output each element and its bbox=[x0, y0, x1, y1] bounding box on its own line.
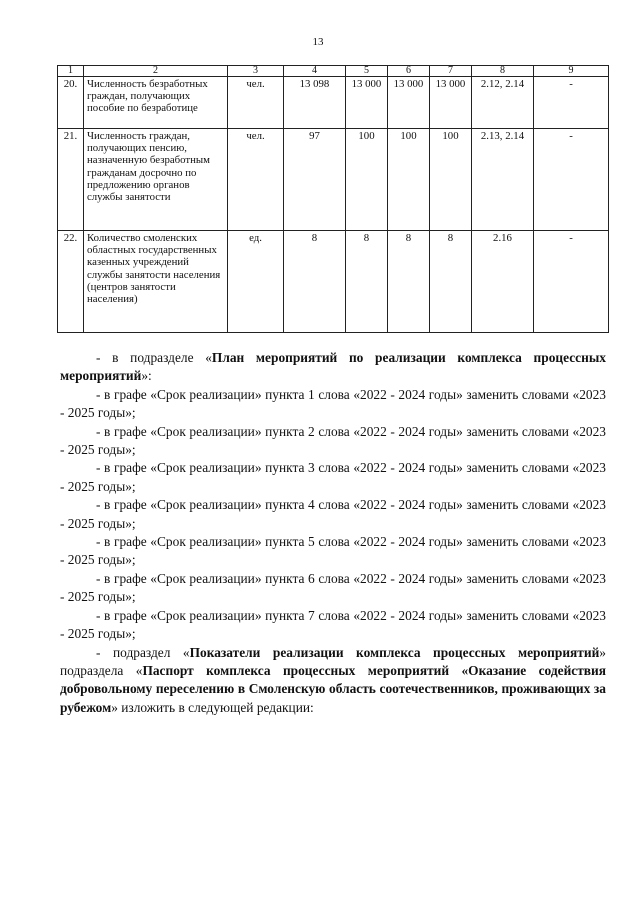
note-cell: - bbox=[534, 231, 609, 333]
note-cell: - bbox=[534, 129, 609, 231]
subsection-title: План мероприятий по реализации комплекса процессных мероприятий bbox=[60, 350, 606, 384]
page-number: 13 bbox=[312, 36, 324, 48]
value-cell: 100 bbox=[430, 129, 472, 231]
value-cell: 100 bbox=[346, 129, 388, 231]
document-body bbox=[60, 349, 606, 717]
column-header: 3 bbox=[228, 66, 284, 77]
value-cell: 97 bbox=[284, 129, 346, 231]
amendment-item: - в графе «Срок реализации» пункта 6 слова «2022 - 2024 годы» заменить словами «2023 - 2025 годы»; bbox=[60, 570, 606, 605]
amendment-item: - в графе «Срок реализации» пункта 4 слова «2022 - 2024 годы» заменить словами «2023 - 2025 годы»; bbox=[60, 497, 606, 531]
text-fragment: - подраздел « bbox=[96, 644, 190, 660]
table-row bbox=[58, 77, 609, 129]
column-header: 6 bbox=[388, 66, 430, 77]
value-cell: 13 000 bbox=[430, 77, 472, 129]
amendment-item: - в графе «Срок реализации» пункта 3 слова «2022 - 2024 годы» заменить словами «2023 - 2025 годы»; bbox=[60, 460, 606, 494]
indicator-name: Численность граждан, получающих пенсию, назначенную безработным гражданам досрочно по предложению органов службы занятости bbox=[84, 129, 228, 231]
reference-cell: 2.12, 2.14 bbox=[472, 77, 534, 129]
amendment-item: - в графе «Срок реализации» пункта 7 слова «2022 - 2024 годы» заменить словами «2023 - 2025 годы»; bbox=[60, 607, 606, 642]
value-cell: 13 098 bbox=[284, 77, 346, 129]
column-header: 7 bbox=[430, 66, 472, 77]
row-number: 20. bbox=[58, 77, 84, 129]
column-header: 2 bbox=[84, 66, 228, 77]
text-fragment: » подраздела « bbox=[60, 644, 606, 678]
value-cell: 8 bbox=[346, 231, 388, 333]
value-cell: 8 bbox=[430, 231, 472, 333]
column-header: 4 bbox=[284, 66, 346, 77]
value-cell: 8 bbox=[284, 231, 346, 333]
indicator-name: Численность безработных граждан, получающих пособие по безработице bbox=[84, 77, 228, 129]
indicator-name: Количество смоленских областных государственных казенных учреждений службы занятости населения (центров занятости населения) bbox=[84, 231, 228, 333]
amendment-item: - в графе «Срок реализации» пункта 5 слова «2022 - 2024 годы» заменить словами «2023 - 2025 годы»; bbox=[60, 534, 606, 568]
row-number: 21. bbox=[58, 129, 84, 231]
unit-cell: ед. bbox=[228, 231, 284, 333]
indicators-table bbox=[57, 65, 609, 333]
text-fragment: - в подразделе « bbox=[96, 350, 212, 365]
amendment-item: - в графе «Срок реализации» пункта 2 слова «2022 - 2024 годы» заменить словами «2023 - 2025 годы»; bbox=[60, 423, 606, 458]
value-cell: 13 000 bbox=[346, 77, 388, 129]
unit-cell: чел. bbox=[228, 129, 284, 231]
subsection-title: Паспорт комплекса процессных мероприятий «Оказание содействия добровольному переселению в Смоленскую область соотечественников, проживающих за рубежом bbox=[60, 662, 606, 715]
column-header: 1 bbox=[58, 66, 84, 77]
text-fragment: » изложить в следующей редакции: bbox=[111, 699, 314, 715]
final-paragraph bbox=[60, 644, 606, 718]
column-header: 5 bbox=[346, 66, 388, 77]
table-row bbox=[58, 231, 609, 333]
unit-cell: чел. bbox=[228, 77, 284, 129]
column-header: 9 bbox=[534, 66, 609, 77]
reference-cell: 2.13, 2.14 bbox=[472, 129, 534, 231]
note-cell: - bbox=[534, 77, 609, 129]
table-row bbox=[58, 129, 609, 231]
value-cell: 8 bbox=[388, 231, 430, 333]
text-fragment: »: bbox=[141, 368, 152, 384]
reference-cell: 2.16 bbox=[472, 231, 534, 333]
column-header: 8 bbox=[472, 66, 534, 77]
value-cell: 100 bbox=[388, 129, 430, 231]
value-cell: 13 000 bbox=[388, 77, 430, 129]
table-header-row bbox=[58, 66, 609, 77]
subsection-title: Показатели реализации комплекса процессных мероприятий bbox=[189, 644, 600, 660]
subsection-paragraph bbox=[60, 349, 606, 386]
amendment-item: - в графе «Срок реализации» пункта 1 слова «2022 - 2024 годы» заменить словами «2023 - 2025 годы»; bbox=[60, 386, 606, 421]
row-number: 22. bbox=[58, 231, 84, 333]
